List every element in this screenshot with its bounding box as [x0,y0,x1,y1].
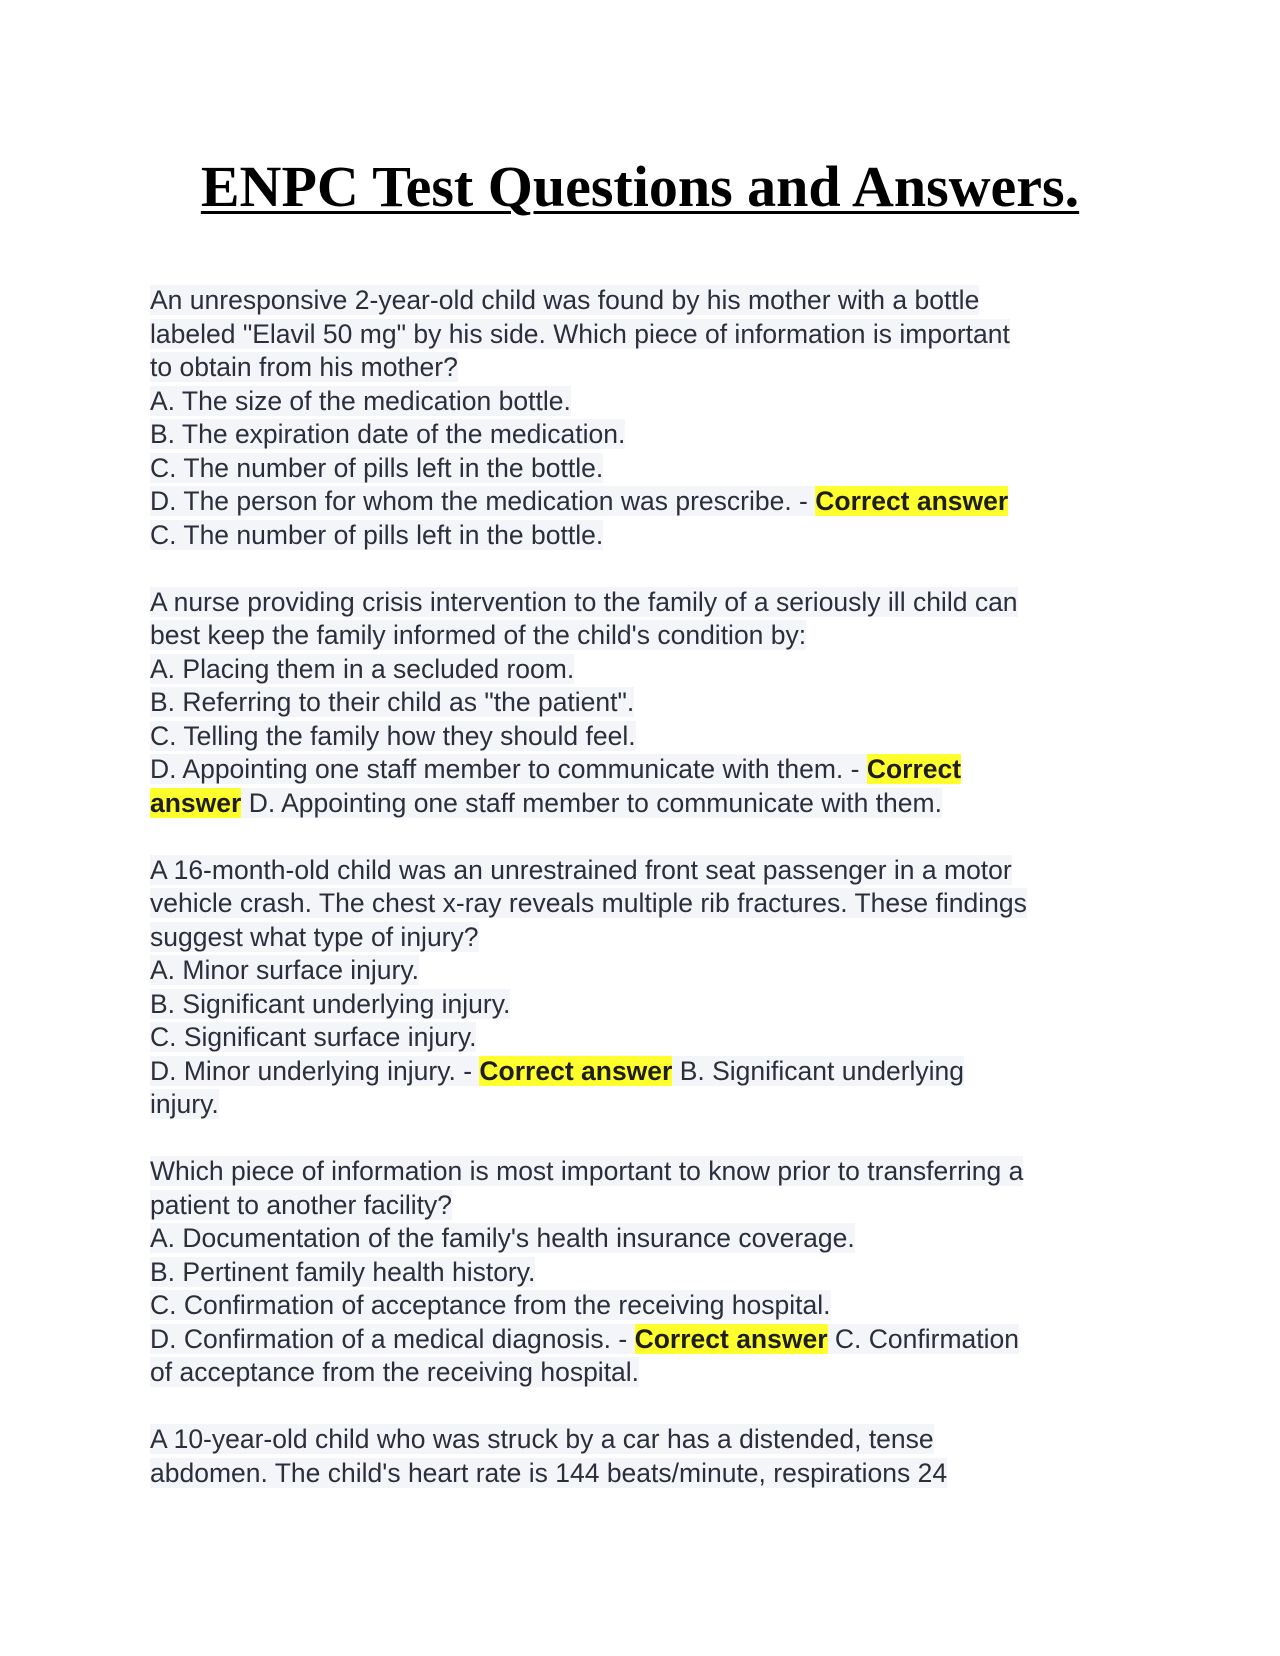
answer-text: of acceptance from the receiving hospital. [150,1357,640,1387]
option-d: D. Confirmation of a medical diagnosis. - Correct answer C. Confirmation [150,1323,1019,1354]
option-a: A. Documentation of the family's health insurance coverage. [150,1223,855,1253]
option-d: D. Minor underlying injury. - Correct answer B. Significant underlying [150,1055,965,1086]
question-block-4 [150,1155,1130,1390]
correct-answer-label-continued: answer [150,787,242,818]
answer-text: injury. [150,1089,219,1119]
question-block-5 [150,1423,1130,1490]
answer-text: C. The number of pills left in the bottle. [150,519,604,550]
option-d: D. Appointing one staff member to communicate with them. - Correct [150,754,962,784]
question-block-1 [150,284,1130,552]
question-text-line: A nurse providing crisis intervention to the family of a seriously ill child can [150,586,1018,617]
correct-answer-label: Correct answer [479,1055,673,1086]
question-text-line: vehicle crash. The chest x-ray reveals multiple rib fractures. These findings [150,888,1027,918]
option-c: C. Significant surface injury. [150,1022,477,1052]
option-b: B. Pertinent family health history. [150,1256,536,1287]
question-text-line: A 16-month-old child was an unrestrained front seat passenger in a motor [150,854,1012,885]
correct-answer-label: Correct [866,754,962,784]
question-block-2 [150,586,1130,821]
question-text-line: best keep the family informed of the child's condition by: [150,620,807,650]
question-text-line: to obtain from his mother? [150,352,458,382]
option-a: A. The size of the medication bottle. [150,385,571,416]
question-text-line: Which piece of information is most important to know prior to transferring a [150,1156,1024,1186]
question-text-line: abdomen. The child's heart rate is 144 beats/minute, respirations 24 [150,1457,948,1488]
option-d: D. The person for whom the medication was prescribe. - Correct answer [150,486,1009,516]
option-c: C. Telling the family how they should feel. [150,720,636,751]
question-text-line: labeled "Elavil 50 mg" by his side. Which piece of information is important [150,318,1010,349]
question-text-line: An unresponsive 2-year-old child was found by his mother with a bottle [150,285,980,315]
correct-answer-label: Correct answer [815,486,1009,516]
page-title: ENPC Test Questions and Answers. [200,154,1080,219]
option-b: B. Referring to their child as "the patient". [150,687,635,717]
option-c: C. The number of pills left in the bottle. [150,452,604,483]
document-body [150,284,1130,1524]
option-a: A. Minor surface injury. [150,955,420,985]
option-b: B. The expiration date of the medication. [150,419,626,449]
question-text-line: patient to another facility? [150,1189,452,1220]
option-b: B. Significant underlying injury. [150,988,511,1019]
answer-text: answer D. Appointing one staff member to communicate with them. [150,787,942,818]
option-c: C. Confirmation of acceptance from the receiving hospital. [150,1290,831,1320]
correct-answer-label: Correct answer [634,1323,828,1354]
option-a: A. Placing them in a secluded room. [150,653,575,684]
question-block-3 [150,854,1130,1122]
question-text-line: suggest what type of injury? [150,921,479,952]
question-text-line: A 10-year-old child who was struck by a car has a distended, tense [150,1424,934,1454]
